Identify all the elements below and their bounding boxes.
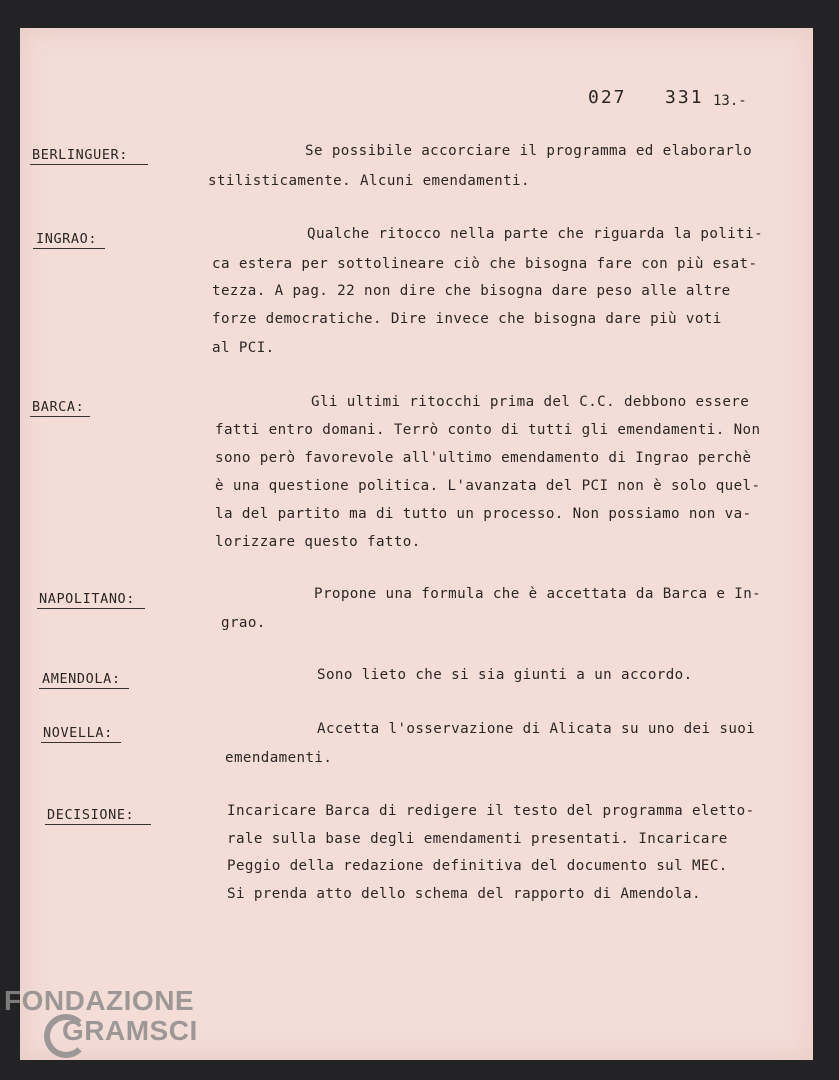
text-line: Si prenda atto dello schema del rapporto di Amendola. [227, 886, 701, 902]
speaker-label: DECISIONE: [47, 807, 135, 823]
speaker-label: NAPOLITANO: [39, 591, 136, 607]
speaker-underline [45, 824, 151, 825]
text-line: la del partito ma di tutto un processo. Non possiamo non va- [215, 506, 752, 522]
text-line: Incaricare Barca di redigere il testo del programma eletto- [227, 803, 755, 819]
text-line: Se possibile accorciare il programma ed elaborarlo [305, 143, 753, 159]
text-line: Sono lieto che si sia giunti a un accordo. [317, 667, 693, 683]
text-line: lorizzare questo fatto. [215, 534, 421, 550]
text-line: Accetta l'osservazione di Alicata su uno dei suoi [317, 721, 756, 737]
text-line: al PCI. [212, 340, 275, 356]
speaker-label: BARCA: [32, 399, 85, 415]
archive-number: 027 331 [588, 87, 704, 108]
text-line: ca estera per sottolineare ciò che bisogna fare con più esat- [212, 256, 758, 272]
text-line: è una questione politica. L'avanzata del PCI non è solo quel- [215, 478, 761, 494]
speaker-label: AMENDOLA: [42, 671, 121, 687]
speaker-label: NOVELLA: [43, 725, 113, 741]
text-line: grao. [221, 615, 266, 631]
text-line: Peggio della redazione definitiva del documento sul MEC. [227, 858, 728, 874]
watermark-line1: FONDAZIONE [4, 985, 195, 1016]
text-line: tezza. A pag. 22 non dire che bisogna dare peso alle altre [212, 283, 731, 299]
text-line: stilisticamente. Alcuni emendamenti. [208, 173, 530, 189]
speaker-underline [30, 416, 90, 417]
speaker-underline [33, 248, 105, 249]
text-line: forze democratiche. Dire invece che bisogna dare più voti [212, 311, 722, 327]
text-line: emendamenti. [225, 750, 333, 766]
page-number: 13.- [713, 93, 747, 109]
text-line: fatti entro domani. Terrò conto di tutti gli emendamenti. Non [215, 422, 761, 438]
speaker-underline [39, 688, 129, 689]
fondazione-gramsci-watermark [4, 986, 198, 1046]
speaker-label: INGRAO: [36, 231, 98, 247]
g-logo-icon [44, 1014, 88, 1058]
speaker-underline [37, 608, 145, 609]
text-line: Qualche ritocco nella parte che riguarda la politi- [307, 226, 764, 242]
speaker-label: BERLINGUER: [32, 147, 129, 163]
text-line: rale sulla base degli emendamenti presentati. Incaricare [227, 831, 728, 847]
speaker-underline [30, 164, 148, 165]
text-line: Propone una formula che è accettata da Barca e In- [314, 586, 762, 602]
text-line: Gli ultimi ritocchi prima del C.C. debbono essere [311, 394, 750, 410]
speaker-underline [41, 742, 121, 743]
text-line: sono però favorevole all'ultimo emendamento di Ingrao perchè [215, 450, 752, 466]
watermark-line2: GRAMSCI [62, 1015, 198, 1046]
